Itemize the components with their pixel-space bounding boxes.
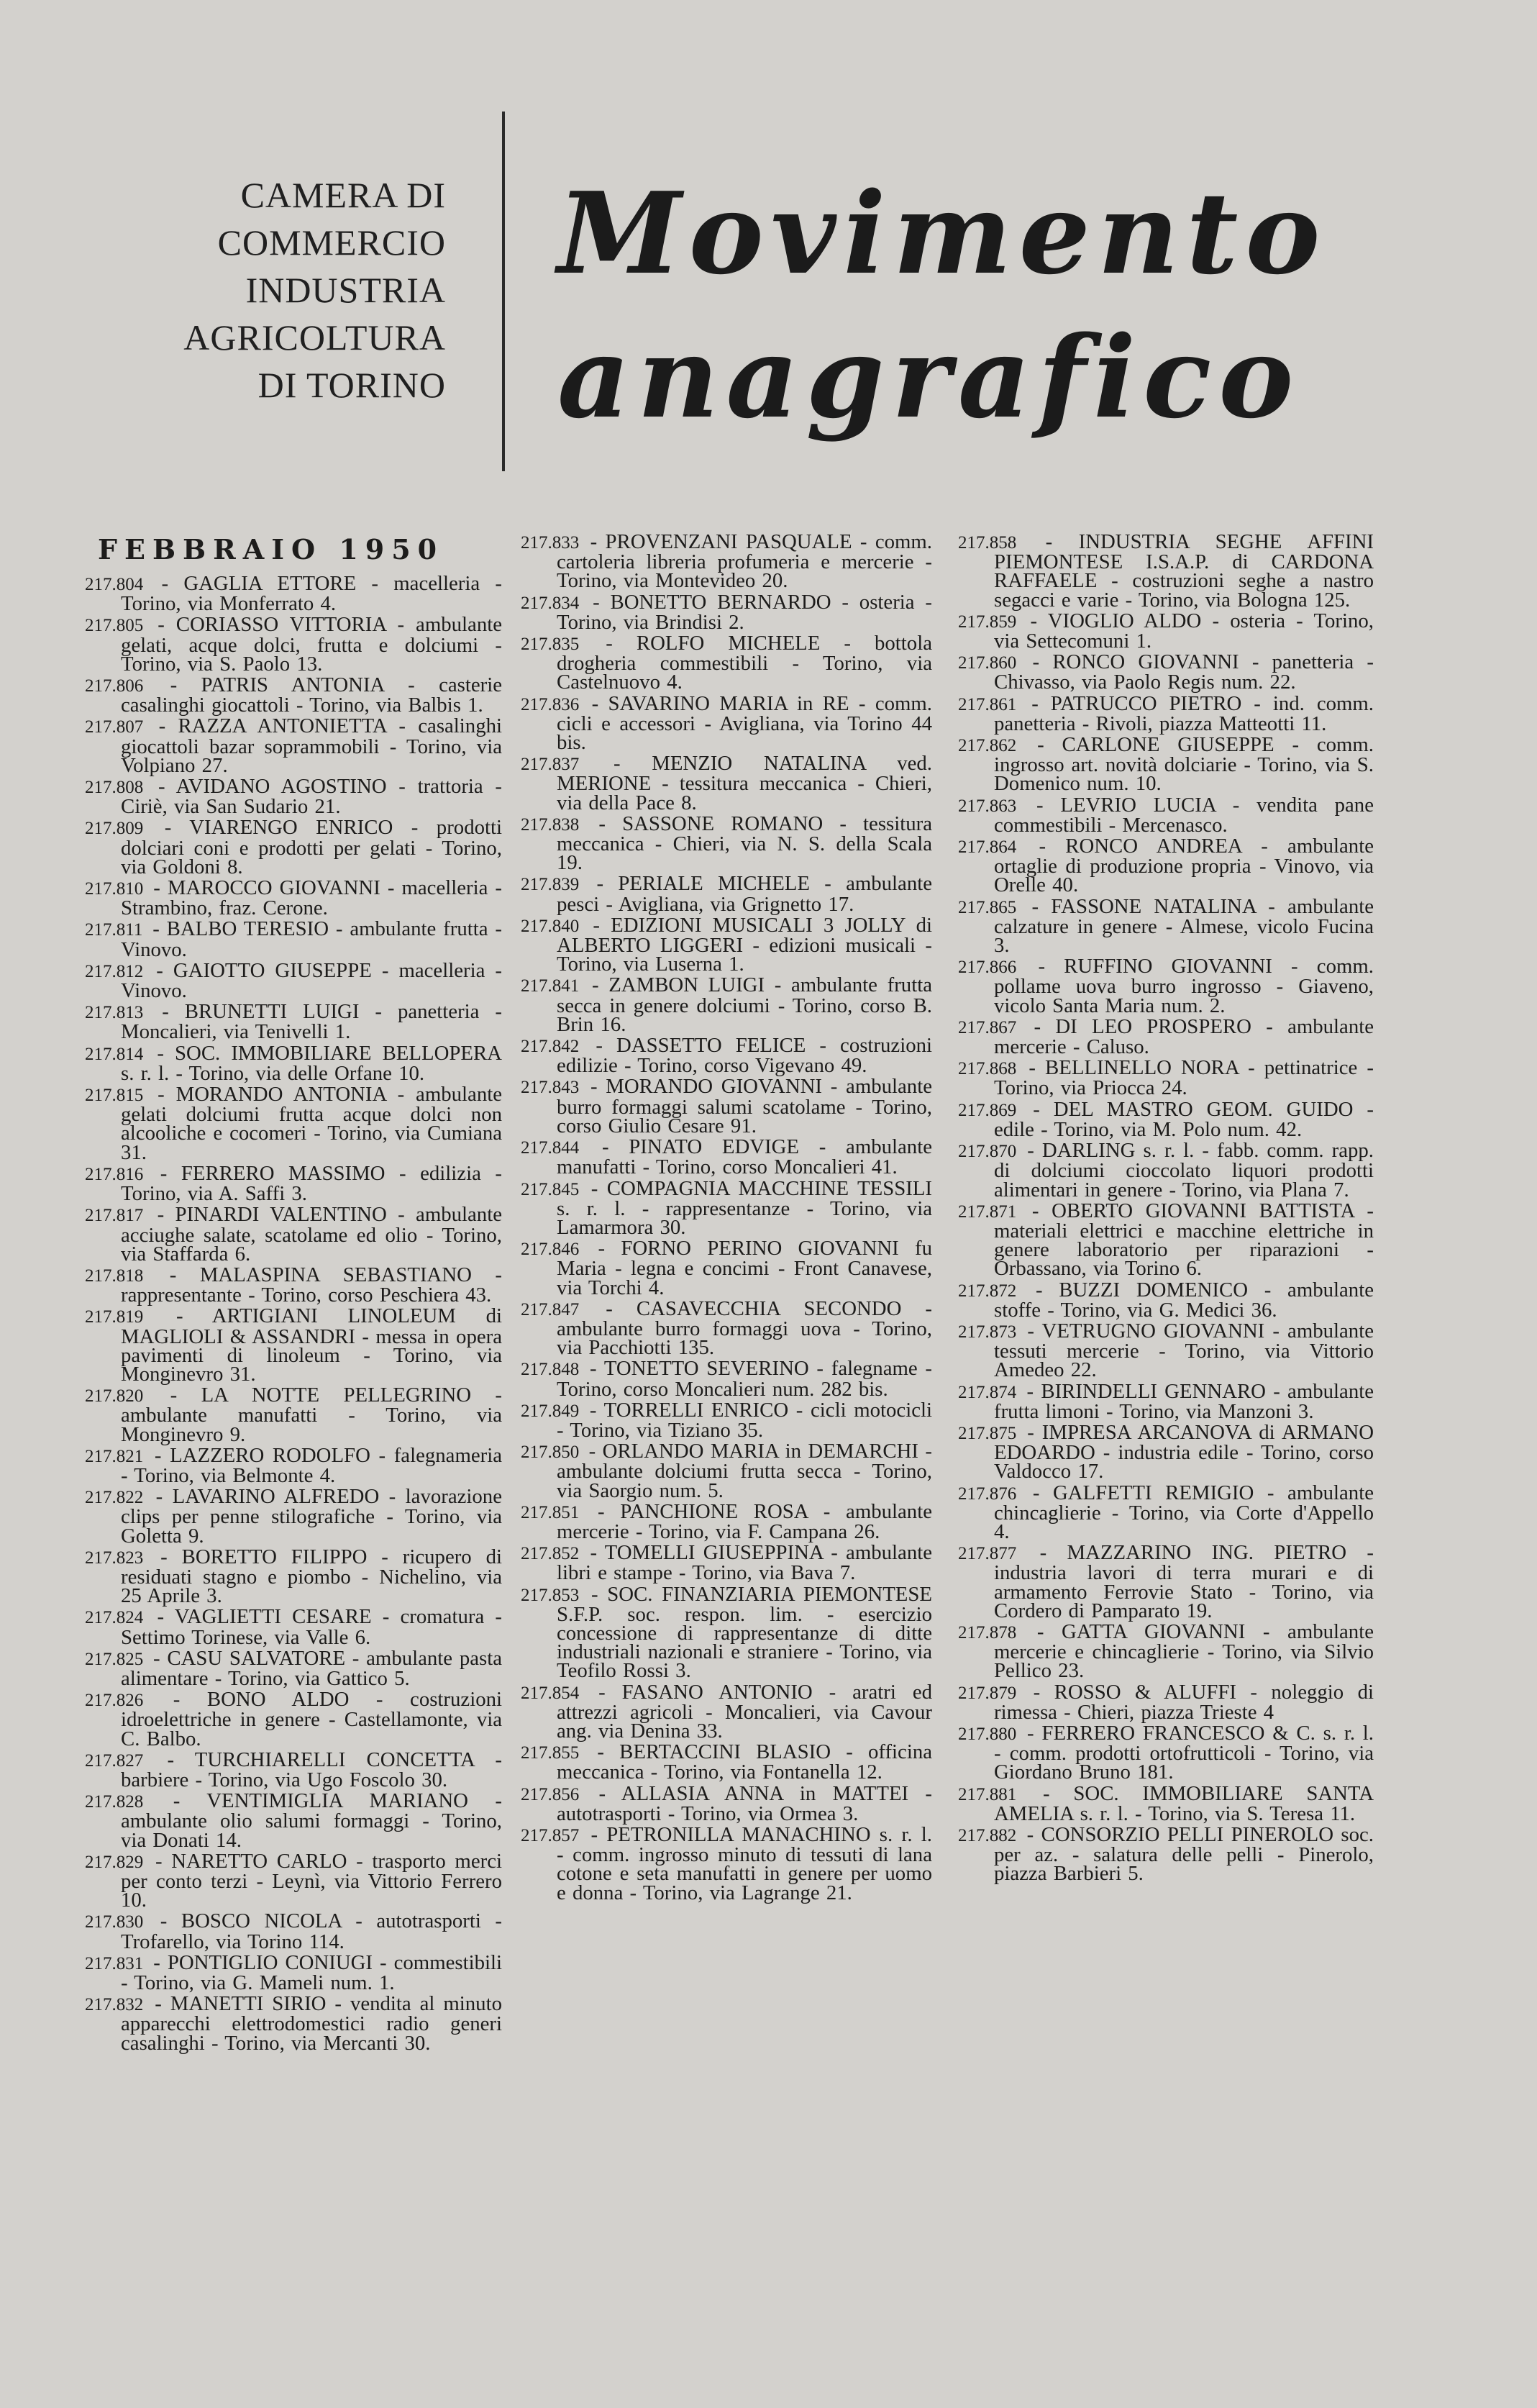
registry-entry: [521, 1499, 932, 1543]
entry-number: 217.866: [958, 958, 1017, 978]
entry-text: - LAVARINO ALFREDO - lavorazione clips per penne stilografiche - Torino, via Goletta 9.: [121, 1485, 502, 1548]
entry-text: - SOC. FINANZIARIA PIEMONTESE S.F.P. soc. respon. lim. - esercizio concessione di rappresentanze di ditte industriali nazionali e straniere - Torino, via Teofilo Rossi 3.: [557, 1582, 932, 1683]
entry-number: 217.832: [85, 1995, 144, 2015]
entry-number: 217.837: [521, 755, 580, 775]
registry-entry: [85, 1690, 502, 1748]
entry-text: - PANCHIONE ROSA - ambulante mercerie - Torino, via F. Campana 26.: [557, 1499, 932, 1543]
registry-entry: [958, 1543, 1374, 1620]
entry-text: - TONETTO SEVERINO - falegname - Torino, corso Moncalieri num. 282 bis.: [557, 1357, 932, 1401]
entry-text: - FERRERO FRANCESCO & C. s. r. l. - comm. prodotti ortofrutticoli - Torino, via Giordano Bruno 181.: [994, 1721, 1374, 1784]
registry-entry: [85, 1950, 502, 1995]
entry-text: - BORETTO FILIPPO - ricupero di residuati stagno e piombo - Nichelino, via 25 Aprile 3.: [121, 1545, 503, 1608]
entry-number: 217.857: [521, 1826, 580, 1845]
entry-number: 217.823: [85, 1548, 144, 1568]
registry-entry: [85, 1085, 502, 1162]
registry-entry: [85, 1304, 503, 1386]
registry-entry: [958, 691, 1374, 735]
entry-number: 217.836: [521, 694, 580, 714]
registry-entry: [958, 894, 1374, 958]
entry-number: 217.819: [85, 1307, 144, 1327]
entry-number: 217.862: [958, 736, 1017, 756]
entry-number: 217.868: [958, 1059, 1017, 1079]
entry-number: 217.841: [521, 976, 580, 996]
entry-number: 217.873: [958, 1322, 1017, 1342]
entry-text: - INDUSTRIA SEGHE AFFINI PIEMONTESE I.S.A.P. di CARDONA RAFFAELE - costruzioni seghe a nastro segacci e varie - Torino, via Bologna 125.: [994, 530, 1374, 612]
registry-entry: [521, 1357, 932, 1401]
entry-number: 217.847: [521, 1299, 580, 1319]
registry-entry: [958, 1199, 1374, 1281]
entry-number: 217.854: [521, 1683, 580, 1703]
entry-number: 217.816: [85, 1164, 144, 1184]
registry-entry: [958, 1056, 1374, 1100]
registry-entry: [85, 1750, 502, 1789]
registry-entry: [958, 1781, 1374, 1825]
entry-number: 217.875: [958, 1423, 1017, 1443]
entry-text: - DI LEO PROSPERO - ambulante mercerie - Caluso.: [994, 1014, 1374, 1059]
entry-number: 217.877: [958, 1544, 1017, 1564]
registry-entry: [85, 1000, 503, 1044]
entry-text: - SOC. IMMOBILIARE SANTA AMELIA s. r. l. - Torino, via S. Teresa 11.: [994, 1781, 1374, 1825]
registry-entry: [958, 1141, 1374, 1199]
registry-entry: [85, 714, 503, 777]
registry-entry: [958, 1619, 1374, 1683]
entry-text: - RUFFINO GIOVANNI - comm. pollame uova burro ingrosso - Giaveno, vicolo Santa Maria num. 2.: [994, 955, 1374, 1017]
entry-number: 217.880: [958, 1724, 1017, 1744]
entry-number: 217.807: [85, 717, 144, 737]
registry-entry: [521, 913, 932, 976]
entry-text: - ORLANDO MARIA in DEMARCHI - ambulante dolciumi frutta secca - Torino, via Saorgio num. 5.: [557, 1440, 932, 1502]
entry-number: 217.835: [521, 635, 580, 655]
entry-text: - CARLONE GIUSEPPE - comm. ingrosso art. novità dolciarie - Torino, via S. Domenico num. 10.: [994, 733, 1374, 796]
registry-entry: [521, 754, 932, 812]
registry-entry: [958, 1680, 1374, 1724]
entry-number: 217.863: [958, 796, 1017, 816]
entry-text: - VIOGLIO ALDO - osteria - Torino, via Settecomuni 1.: [994, 609, 1374, 653]
entry-text: - MAZZARINO ING. PIETRO - industria lavori di terra murari e di armamento Ferrovie Stato - Torino, via Cordero di Pamparato 19.: [994, 1541, 1374, 1622]
entry-text: - CASAVECCHIA SECONDO - ambulante burro formaggi uova - Torino, via Pacchiotti 135.: [557, 1296, 932, 1360]
registry-entry: [85, 958, 502, 1003]
entry-text: - SAVARINO MARIA in RE - comm. cicli e accessori - Avigliana, via Torino 44 bis.: [557, 691, 933, 755]
entry-number: 217.871: [958, 1201, 1017, 1222]
publisher-block: [129, 171, 446, 409]
registry-entry: [85, 673, 502, 717]
entry-number: 217.851: [521, 1502, 580, 1522]
entry-number: 217.822: [85, 1488, 144, 1508]
entry-text: - DARLING s. r. l. - fabb. comm. rapp. di dolciumi cioccolato liquori prodotti alimentari in genere - Torino, via Plana 7.: [994, 1139, 1374, 1201]
registry-entry: [521, 1398, 932, 1442]
entry-number: 217.812: [85, 961, 144, 981]
registry-entry: [958, 1278, 1374, 1322]
entry-number: 217.870: [958, 1142, 1017, 1162]
registry-entry: [521, 973, 932, 1036]
registry-entry: [85, 1386, 502, 1444]
entry-number: 217.858: [958, 533, 1017, 553]
registry-entry: [85, 876, 502, 920]
entry-number: 217.867: [958, 1017, 1017, 1037]
registry-entry: [85, 1161, 502, 1206]
registry-entry: [521, 1239, 932, 1297]
entry-number: 217.827: [85, 1750, 144, 1771]
entry-number: 217.844: [521, 1138, 580, 1158]
registry-entry: [521, 1740, 932, 1784]
entry-text: - BOSCO NICOLA - autotrasporti - Trofarello, via Torino 114.: [121, 1909, 502, 1953]
entry-text: - BONO ALDO - costruzioni idroelettriche in genere - Castellamonte, via C. Balbo.: [121, 1688, 502, 1750]
registry-entry: [521, 1442, 932, 1500]
entry-number: 217.861: [958, 694, 1017, 714]
registry-entry: [85, 775, 503, 819]
registry-entry: [85, 1994, 502, 2053]
entry-number: 217.828: [85, 1792, 144, 1812]
entry-number: 217.882: [958, 1826, 1017, 1845]
entry-text: - MALASPINA SEBASTIANO - rappresentante - Torino, corso Peschiera 43.: [121, 1263, 502, 1307]
entry-text: - GATTA GIOVANNI - ambulante mercerie e chincaglierie - Torino, via Silvio Pellico 23.: [994, 1619, 1374, 1683]
registry-entry: [521, 590, 932, 634]
registry-entry: [85, 917, 502, 961]
registry-entry: [85, 1605, 503, 1649]
entries-column-1: [85, 532, 502, 2055]
entry-number: 217.826: [85, 1691, 144, 1711]
entry-number: 217.843: [521, 1078, 580, 1098]
entry-text: - VENTIMIGLIA MARIANO - ambulante olio salumi formaggi - Torino, via Donati 14.: [121, 1789, 502, 1852]
entry-text: - NARETTO CARLO - trasporto merci per conto terzi - Leynì, via Vittorio Ferrero 10.: [121, 1849, 502, 1912]
entry-text: - BRUNETTI LUIGI - panetteria - Moncalieri, via Tenivelli 1.: [121, 1000, 503, 1044]
entries-column-2: [521, 532, 932, 1904]
entry-text: - COMPAGNIA MACCHINE TESSILI s. r. l. - rappresentanze - Torino, via Lamarmora 30.: [557, 1176, 932, 1239]
entry-number: 217.848: [521, 1360, 580, 1380]
entry-text: - PERIALE MICHELE - ambulante pesci - Avigliana, via Grignetto 17.: [557, 872, 933, 916]
entry-text: - OBERTO GIOVANNI BATTISTA - materiali elettrici e macchine elettriche in genere laboratorio per riparazioni - Orbassano, via Torino 6.: [994, 1199, 1374, 1281]
registry-entry: [85, 572, 502, 616]
entry-text: - BIRINDELLI GENNARO - ambulante frutta limoni - Torino, via Manzoni 3.: [994, 1379, 1374, 1423]
registry-entry: [85, 613, 503, 676]
entry-number: 217.839: [521, 875, 580, 895]
entry-text: - FORNO PERINO GIOVANNI fu Maria - legna e concimi - Front Canavese, via Torchi 4.: [557, 1237, 932, 1299]
entry-text: - TOMELLI GIUSEPPINA - ambulante libri e stampe - Torino, via Bava 7.: [557, 1541, 933, 1585]
entry-number: 217.817: [85, 1206, 144, 1226]
entry-text: - MENZIO NATALINA ved. MERIONE - tessitura meccanica - Chieri, via della Pace 8.: [557, 752, 932, 814]
registry-entry: [958, 837, 1374, 895]
entry-text: - ARTIGIANI LINOLEUM di MAGLIOLI & ASSANDRI - messa in opera pavimenti di linoleum - Torino, via Monginevro 31.: [121, 1304, 503, 1386]
entry-number: 217.859: [958, 612, 1017, 632]
registry-entry: [958, 1097, 1374, 1141]
entry-text: - PONTIGLIO CONIUGI - commestibili - Torino, via G. Mameli num. 1.: [121, 1950, 502, 1995]
entry-text: - SOC. IMMOBILIARE BELLOPERA s. r. l. - Torino, via delle Orfane 10.: [121, 1041, 502, 1085]
entry-text: - TURCHIARELLI CONCETTA - barbiere - Torino, via Ugo Foscolo 30.: [121, 1748, 502, 1791]
entry-text: - MAROCCO GIOVANNI - macelleria - Strambino, fraz. Cerone.: [121, 876, 502, 920]
entry-text: - FASANO ANTONIO - aratri ed attrezzi agricoli - Moncalieri, via Cavour ang. via Denina 33.: [557, 1680, 932, 1743]
entry-text: - PETRONILLA MANACHINO s. r. l. - comm. ingrosso minuto di tessuti di lana cotone e seta manufatti in genere per uomo e donna - Torino, via Lagrange 21.: [557, 1823, 932, 1904]
entry-text: - GAIOTTO GIUSEPPE - macelleria - Vinovo.: [121, 958, 502, 1003]
registry-entry: [521, 1825, 932, 1902]
registry-entry: [521, 1077, 932, 1135]
entry-number: 217.865: [958, 897, 1017, 917]
entry-text: - ROLFO MICHELE - bottola drogheria commestibili - Torino, via Castelnuovo 4.: [557, 632, 932, 694]
entry-text: - DEL MASTRO GEOM. GUIDO - edile - Torino, via M. Polo num. 42.: [994, 1097, 1374, 1141]
registry-entry: [521, 1680, 932, 1743]
entry-number: 217.808: [85, 778, 144, 798]
entry-number: 217.830: [85, 1912, 144, 1932]
entry-text: - DASSETTO FELICE - costruzioni edilizie - Torino, corso Vigevano 49.: [557, 1034, 932, 1078]
entry-text: - MORANDO GIOVANNI - ambulante burro formaggi salumi scatolame - Torino, corso Giulio Cesare 91.: [557, 1075, 932, 1137]
entry-text: - CASU SALVATORE - ambulante pasta alimentare - Torino, via Gattico 5.: [121, 1646, 502, 1690]
entry-number: 217.805: [85, 616, 144, 636]
entry-text: - EDIZIONI MUSICALI 3 JOLLY di ALBERTO LIGGERI - edizioni musicali - Torino, via Luserna 1.: [557, 913, 932, 976]
entry-number: 217.810: [85, 879, 144, 899]
registry-entry: [958, 1481, 1374, 1543]
entry-number: 217.845: [521, 1179, 580, 1199]
entry-number: 217.852: [521, 1544, 580, 1564]
registry-entry: [958, 650, 1374, 694]
entry-text: - ALLASIA ANNA in MATTEI - autotrasporti - Torino, via Ormea 3.: [557, 1781, 932, 1825]
entry-number: 217.818: [85, 1266, 144, 1286]
entry-number: 217.834: [521, 593, 580, 613]
publisher-line: COMMERCIO: [217, 222, 446, 263]
registry-entry: [521, 1582, 932, 1683]
entry-text: - PINATO EDVIGE - ambulante manufatti - Torino, corso Moncalieri 41.: [557, 1135, 932, 1179]
registry-entry: [521, 1176, 932, 1239]
registry-entry: [85, 1849, 502, 1912]
registry-entry: [85, 1646, 502, 1690]
entry-number: 217.874: [958, 1382, 1017, 1402]
registry-entry: [85, 1791, 502, 1850]
entry-number: 217.838: [521, 814, 580, 835]
registry-entry: [958, 1319, 1374, 1382]
registry-entry: [521, 1296, 932, 1360]
registry-entry: [958, 793, 1374, 837]
entry-text: - SASSONE ROMANO - tessitura meccanica - Chieri, via N. S. della Scala 19.: [557, 812, 933, 875]
entry-text: - RONCO GIOVANNI - panetteria - Chivasso, via Paolo Regis num. 22.: [994, 650, 1374, 694]
entry-number: 217.804: [85, 575, 144, 594]
entry-text: - BUZZI DOMENICO - ambulante stoffe - Torino, via G. Medici 36.: [994, 1278, 1374, 1322]
publisher-line: DI TORINO: [257, 365, 446, 405]
registry-entry: [958, 735, 1374, 794]
publisher-line: INDUSTRIA: [245, 270, 446, 310]
registry-entry: [958, 530, 1374, 612]
registry-entry: [521, 634, 932, 692]
entry-number: 217.813: [85, 1003, 144, 1023]
title-line: anagrafico: [557, 312, 1301, 443]
entry-text: - FERRERO MASSIMO - edilizia - Torino, via A. Saffi 3.: [121, 1161, 502, 1206]
entry-number: 217.842: [521, 1037, 580, 1057]
entry-number: 217.846: [521, 1240, 580, 1260]
publisher-line: AGRICOLTURA: [183, 317, 446, 358]
entry-text: - AVIDANO AGOSTINO - trattoria - Ciriè, via San Sudario 21.: [121, 775, 503, 819]
entry-text: - GALFETTI REMIGIO - ambulante chincaglierie - Torino, via Corte d'Appello 4.: [994, 1481, 1374, 1543]
entry-number: 217.869: [958, 1100, 1017, 1120]
entry-text: - MORANDO ANTONIA - ambulante gelati dolciumi frutta acque dolci non alcooliche e cocomeri - Torino, via Cumiana 31.: [121, 1083, 502, 1164]
publisher-line: CAMERA DI: [240, 175, 446, 215]
registry-entry: [85, 1909, 502, 1953]
entry-number: 217.814: [85, 1044, 144, 1064]
registry-entry: [958, 1420, 1374, 1484]
entry-text: - BALBO TERESIO - ambulante frutta - Vinovo.: [121, 917, 502, 961]
entry-number: 217.806: [85, 676, 144, 696]
registry-entry: [521, 532, 932, 591]
entry-text: - VAGLIETTI CESARE - cromatura - Settimo Torinese, via Valle 6.: [121, 1605, 503, 1649]
registry-entry: [521, 814, 932, 873]
registry-entry: [85, 1203, 502, 1266]
entry-text: - VETRUGNO GIOVANNI - ambulante tessuti mercerie - Torino, via Vittorio Amedeo 22.: [994, 1319, 1374, 1382]
entry-number: 217.840: [521, 916, 580, 936]
entry-number: 217.860: [958, 653, 1017, 673]
registry-entry: [958, 1721, 1374, 1784]
registry-entry: [958, 1014, 1374, 1059]
entry-number: 217.831: [85, 1953, 144, 1973]
registry-entry: [521, 1034, 932, 1078]
registry-entry: [958, 1825, 1374, 1884]
entry-number: 217.824: [85, 1608, 144, 1628]
entry-text: - PINARDI VALENTINO - ambulante acciughe salate, scatolame ed olio - Torino, via Staffarda 6.: [121, 1203, 502, 1266]
entry-number: 217.864: [958, 837, 1017, 858]
entry-number: 217.853: [521, 1585, 580, 1605]
registry-entry: [85, 1263, 502, 1307]
entry-text: - MANETTI SIRIO - vendita al minuto apparecchi elettrodomestici radio generi casalinghi - Torino, via Mercanti 30.: [121, 1992, 502, 2055]
entry-text: - BELLINELLO NORA - pettinatrice - Torino, via Priocca 24.: [994, 1056, 1374, 1100]
entry-number: 217.856: [521, 1784, 580, 1804]
registry-entry: [85, 818, 502, 876]
entries-column-3: [958, 532, 1374, 1886]
entry-text: - PROVENZANI PASQUALE - comm. cartoleria libreria profumeria e mercerie - Torino, via Montevideo 20.: [557, 530, 932, 593]
entry-text: - ROSSO & ALUFFI - noleggio di rimessa - Chieri, piazza Trieste 4: [994, 1680, 1374, 1724]
entry-number: 217.878: [958, 1622, 1017, 1643]
entry-text: - CONSORZIO PELLI PINEROLO soc. per az. - salatura delle pelli - Pinerolo, piazza Barbieri 5.: [994, 1823, 1374, 1886]
entry-number: 217.833: [521, 533, 580, 553]
registry-entry: [958, 957, 1374, 1015]
entry-text: - BERTACCINI BLASIO - officina meccanica - Torino, via Fontanella 12.: [557, 1740, 932, 1784]
registry-entry: [521, 1541, 933, 1585]
entry-text: - PATRIS ANTONIA - casterie casalinghi giocattoli - Torino, via Balbis 1.: [121, 673, 502, 717]
registry-entry: [521, 691, 933, 755]
entry-text: - FASSONE NATALINA - ambulante calzature in genere - Almese, vicolo Fucina 3.: [994, 894, 1374, 958]
title-line: Movimento: [557, 168, 1328, 299]
entry-number: 217.821: [85, 1446, 144, 1466]
entry-number: 217.820: [85, 1386, 144, 1407]
entry-number: 217.850: [521, 1442, 580, 1463]
registry-entry: [521, 872, 933, 916]
entry-text: - LA NOTTE PELLEGRINO - ambulante manufatti - Torino, via Monginevro 9.: [121, 1384, 502, 1446]
entry-text: - TORRELLI ENRICO - cicli motocicli - Torino, via Tiziano 35.: [557, 1398, 932, 1442]
entry-number: 217.809: [85, 819, 144, 839]
registry-entry: [85, 1443, 502, 1487]
entry-text: - CORIASSO VITTORIA - ambulante gelati, acque dolci, frutta e dolciumi - Torino, via S. Paolo 13.: [121, 613, 503, 676]
entry-text: - LAZZERO RODOLFO - falegnameria - Torino, via Belmonte 4.: [121, 1443, 502, 1487]
entry-text: - GAGLIA ETTORE - macelleria - Torino, via Monferrato 4.: [121, 572, 502, 616]
entry-number: 217.876: [958, 1484, 1017, 1504]
registry-entry: [85, 1041, 502, 1085]
entry-number: 217.811: [85, 920, 143, 940]
registry-entry: [958, 1379, 1374, 1423]
entry-number: 217.829: [85, 1852, 144, 1872]
entry-text: - PATRUCCO PIETRO - ind. comm. panetteria - Rivoli, piazza Matteotti 11.: [994, 691, 1374, 735]
vertical-divider: [502, 112, 505, 471]
entry-text: - RAZZA ANTONIETTA - casalinghi giocattoli bazar soprammobili - Torino, via Volpiano 27.: [121, 714, 503, 777]
registry-entry: [521, 1781, 932, 1825]
registry-entry: [521, 1135, 932, 1179]
entry-number: 217.855: [521, 1743, 580, 1763]
entry-text: - RONCO ANDREA - ambulante ortaglie di produzione propria - Vinovo, via Orelle 40.: [994, 835, 1374, 897]
entry-number: 217.881: [958, 1784, 1017, 1804]
page-title: [557, 162, 1492, 450]
entry-text: - ZAMBON LUIGI - ambulante frutta secca in genere dolciumi - Torino, corso B. Brin 16.: [557, 973, 932, 1036]
entry-text: - LEVRIO LUCIA - vendita pane commestibili - Mercenasco.: [994, 793, 1374, 837]
registry-entry: [958, 609, 1374, 653]
entry-number: 217.849: [521, 1401, 580, 1421]
entry-text: - VIARENGO ENRICO - prodotti dolciari coni e prodotti per gelati - Torino, via Goldoni 8.: [121, 816, 502, 878]
entry-number: 217.825: [85, 1649, 144, 1669]
entry-text: - BONETTO BERNARDO - osteria - Torino, via Brindisi 2.: [557, 590, 932, 634]
entry-text: - IMPRESA ARCANOVA di ARMANO EDOARDO - industria edile - Torino, corso Valdocco 17.: [994, 1420, 1374, 1484]
registry-entry: [85, 1545, 503, 1608]
month-heading: FEBBRAIO 1950: [98, 533, 444, 565]
entry-number: 217.815: [85, 1086, 144, 1106]
entry-number: 217.872: [958, 1281, 1017, 1301]
entry-number: 217.879: [958, 1683, 1017, 1703]
registry-entry: [85, 1485, 502, 1548]
